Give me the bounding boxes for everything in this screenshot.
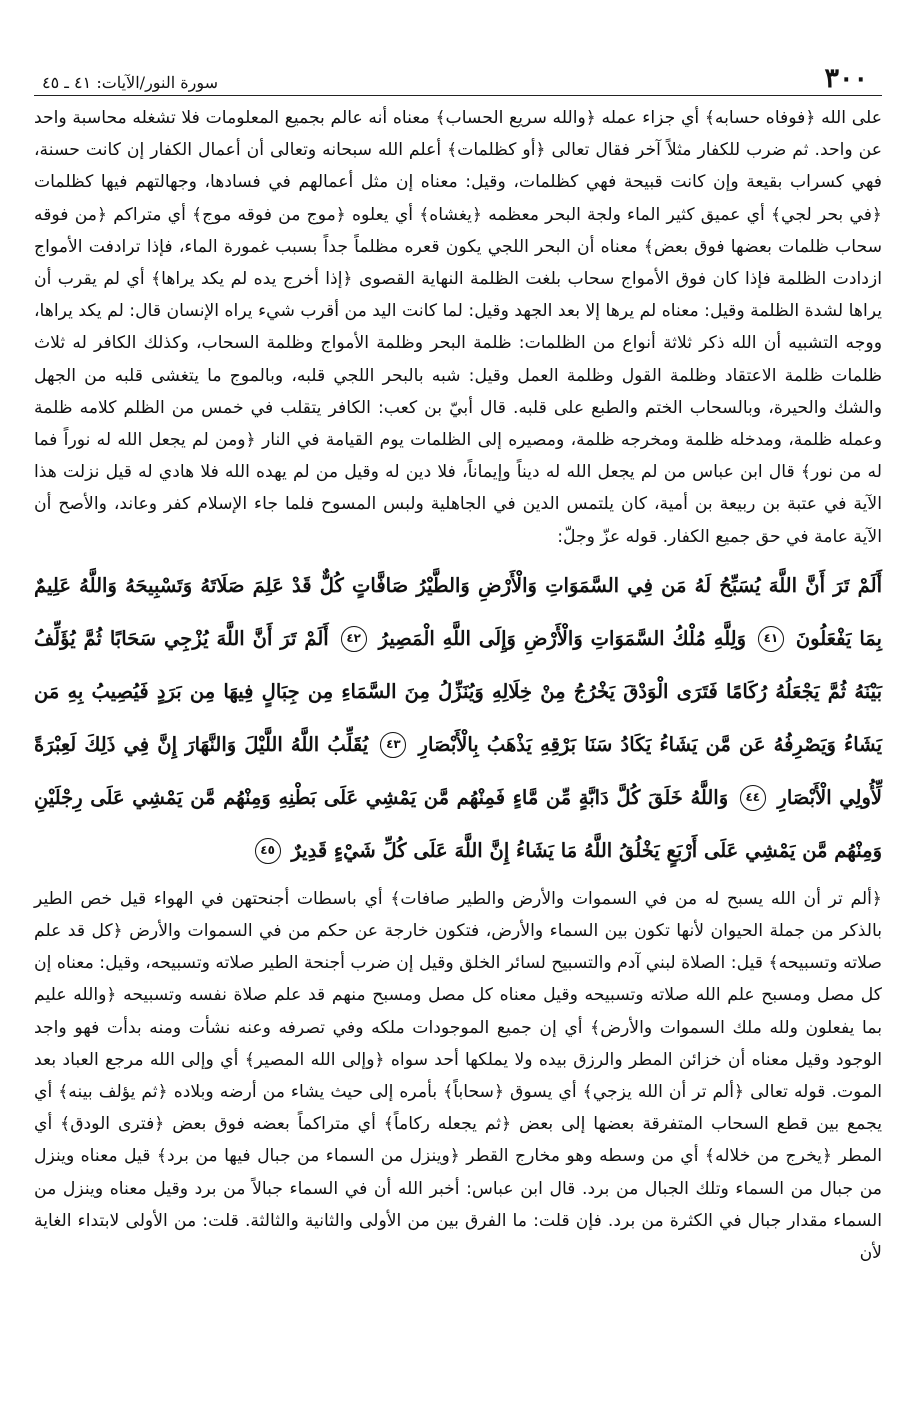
running-head: سورة النور/الآيات: ٤١ ـ ٤٥ — [42, 73, 219, 92]
quran-verses-block — [34, 559, 882, 877]
verse-number-marker: ٤٤ — [740, 785, 766, 811]
verse-text: يُقَلِّبُ اللَّهُ اللَّيْلَ وَالنَّهَارَ إِنَّ فِي ذَلِكَ لَعِبْرَةً لِّأُولِي الْأَبْصَارِ — [34, 732, 882, 809]
verse-text: أَلَمْ تَرَ أَنَّ اللَّهَ يُزْجِي سَحَابًا ثُمَّ يُؤَلِّفُ بَيْنَهُ ثُمَّ يَجْعَلُهُ رُكَامًا فَتَرَى الْوَدْقَ يَخْرُجُ مِنْ خِلَالِهِ وَيُنَزِّلُ مِنَ السَّمَاءِ مِن جِبَالٍ فِيهَا مِن بَرَدٍ فَيُصِيبُ بِهِ مَن يَشَاءُ وَيَصْرِفُهُ عَن مَّن يَشَاءُ يَكَادُ سَنَا بَرْقِهِ يَذْهَبُ بِالْأَبْصَارِ — [34, 626, 882, 756]
verse-number-marker: ٤٣ — [380, 732, 406, 758]
page-number: ٣٠٠ — [824, 63, 868, 94]
verse-text: وَلِلَّهِ مُلْكُ السَّمَوَاتِ وَالْأَرْضِ وَإِلَى اللَّهِ الْمَصِيرُ — [378, 626, 747, 650]
verse-text: أَلَمْ تَرَ أَنَّ اللَّهَ يُسَبِّحُ لَهُ مَن فِي السَّمَوَاتِ وَالْأَرْضِ وَالطَّيْرُ صَافَّاتٍ كُلٌّ قَدْ عَلِمَ صَلَاتَهُ وَتَسْبِيحَهُ وَاللَّهُ عَلِيمٌ بِمَا يَفْعَلُونَ — [34, 573, 882, 650]
book-page — [34, 52, 882, 1269]
commentary-paragraph-2: ﴿ألم تر أن الله يسبح له من في السموات والأرض والطير صافات﴾ أي باسطات أجنحتهن في الهواء قيل خص الطير بالذكر من جملة الحيوان لأنها تكون بين السماء والأرض، فتكون خارجة عن حكم من في السموات والأرض ﴿كل قد علم صلاته وتسبيحه﴾ قيل: الصلاة لبني آدم والتسبيح لسائر الخلق وقيل إن ضرب أجنحة الطير صلاته وتسبيحه، وقيل: معناه إن كل مصل ومسبح علم الله صلاته وتسبيحه وقيل معناه كل مصل ومسبح منهم قد علم صلاة نفسه وتسبيحه ﴿والله عليم بما يفعلون ولله ملك السموات والأرض﴾ أي إن جميع الموجودات ملكه وفي تصرفه وعنه نشأت ومنه بدأت فهو واجد الوجود وقيل معناه أن خزائن المطر والرزق بيده ولا يملكها أحد سواه ﴿وإلى الله المصير﴾ أي وإلى الله مرجع العباد بعد الموت. قوله تعالى ﴿ألم تر أن الله يزجي﴾ أي يسوق ﴿سحاباً﴾ بأمره إلى حيث يشاء من أرضه وبلاده ﴿ثم يؤلف بينه﴾ أي يجمع بين قطع السحاب المتفرقة بعضها إلى بعض ﴿ثم يجعله ركاماً﴾ أي متراكماً بعضه فوق بعض ﴿فترى الودق﴾ أي المطر ﴿يخرج من خلاله﴾ أي من وسطه وهو مخارج القطر ﴿وينزل من السماء من جبال فيها من برد﴾ قيل معناه وينزل من جبال من السماء وتلك الجبال من برد. قال ابن عباس: أخبر الله أن في السماء جبالاً من برد وقيل معناه وينزل من السماء مقدار جبال في الكثرة من برد. فإن قلت: ما الفرق بين من الأولى والثانية والثالثة. قلت: من الأولى لابتداء الغاية لأن — [34, 888, 882, 1264]
verse-number-marker: ٤٥ — [255, 838, 281, 864]
verse-number-marker: ٤١ — [758, 626, 784, 652]
page-header — [34, 52, 882, 96]
verse-number-marker: ٤٢ — [341, 626, 367, 652]
verse-text: وَاللَّهُ خَلَقَ كُلَّ دَابَّةٍ مِّن مَّاءٍ فَمِنْهُم مَّن يَمْشِي عَلَى بَطْنِهِ وَمِنْهُم مَّن يَمْشِي عَلَى رِجْلَيْنِ وَمِنْهُم مَّن يَمْشِي عَلَى أَرْبَعٍ يَخْلُقُ اللَّهُ مَا يَشَاءُ إِنَّ اللَّهَ عَلَى كُلِّ شَيْءٍ قَدِيرٌ — [34, 785, 882, 862]
commentary-paragraph-1: على الله ﴿فوفاه حسابه﴾ أي جزاء عمله ﴿والله سريع الحساب﴾ معناه أنه عالم بجميع المعلومات فلا تشغله محاسبة واحد عن واحد. ثم ضرب للكفار مثلاً آخر فقال تعالى ﴿أو كظلمات﴾ أعلم الله سبحانه وتعالى أن أعمال الكفار إن كانت حسنة، فهي كسراب بقيعة وإن كانت قبيحة فهي كظلمات، وقيل: معناه إن مثل أعمالهم في فسادها، وجهالتهم فيها كظلمات ﴿في بحر لجي﴾ أي عميق كثير الماء ولجة البحر معظمه ﴿يغشاه﴾ أي يعلوه ﴿موج من فوقه موج﴾ أي متراكم ﴿من فوقه سحاب ظلمات بعضها فوق بعض﴾ معناه أن البحر اللجي يكون قعره مظلماً جداً بسبب غمورة الماء، فإذا ترادفت الأمواج ازدادت الظلمة فإذا كان فوق الأمواج سحاب بلغت الظلمة النهاية القصوى ﴿إذا أخرج يده لم يكد يراها﴾ أي لم يقرب أن يراها لشدة الظلمة وقيل: معناه لم يرها إلا بعد الجهد وقيل: لما كانت اليد من أقرب شيء يراه الإنسان قال: لم يكد يراها، ووجه التشبيه أن الله ذكر ثلاثة أنواع من الظلمات: ظلمة البحر وظلمة الأمواج وظلمة السحاب، وكذلك الكافر له ثلاث ظلمات ظلمة الاعتقاد وظلمة القول وظلمة العمل وقيل: شبه بالبحر اللجي قلبه، وبالموج ما يتغشى قلبه من الجهل والشك والحيرة، وبالسحاب الختم والطبع على قلبه. قال أبيّ بن كعب: الكافر يتقلب في خمس من الظلم كلامه ظلمة وعمله ظلمة، ومدخله ظلمة ومخرجه ظلمة، ومصيره إلى الظلمات يوم القيامة في النار ﴿ومن لم يجعل الله له نوراً فما له من نور﴾ قال ابن عباس من لم يجعل الله له ديناً وإيماناً، فلا دين له وقيل من لم يهده الله فلا هادي له قيل نزلت هذا الآية في عتبة بن ربيعة بن أمية، كان يلتمس الدين في الجاهلية ولبس المسوح فلما جاء الإسلام كفر وعاند، والأصح أن الآية عامة في حق جميع الكفار. قوله عزّ وجلّ: — [34, 108, 882, 547]
